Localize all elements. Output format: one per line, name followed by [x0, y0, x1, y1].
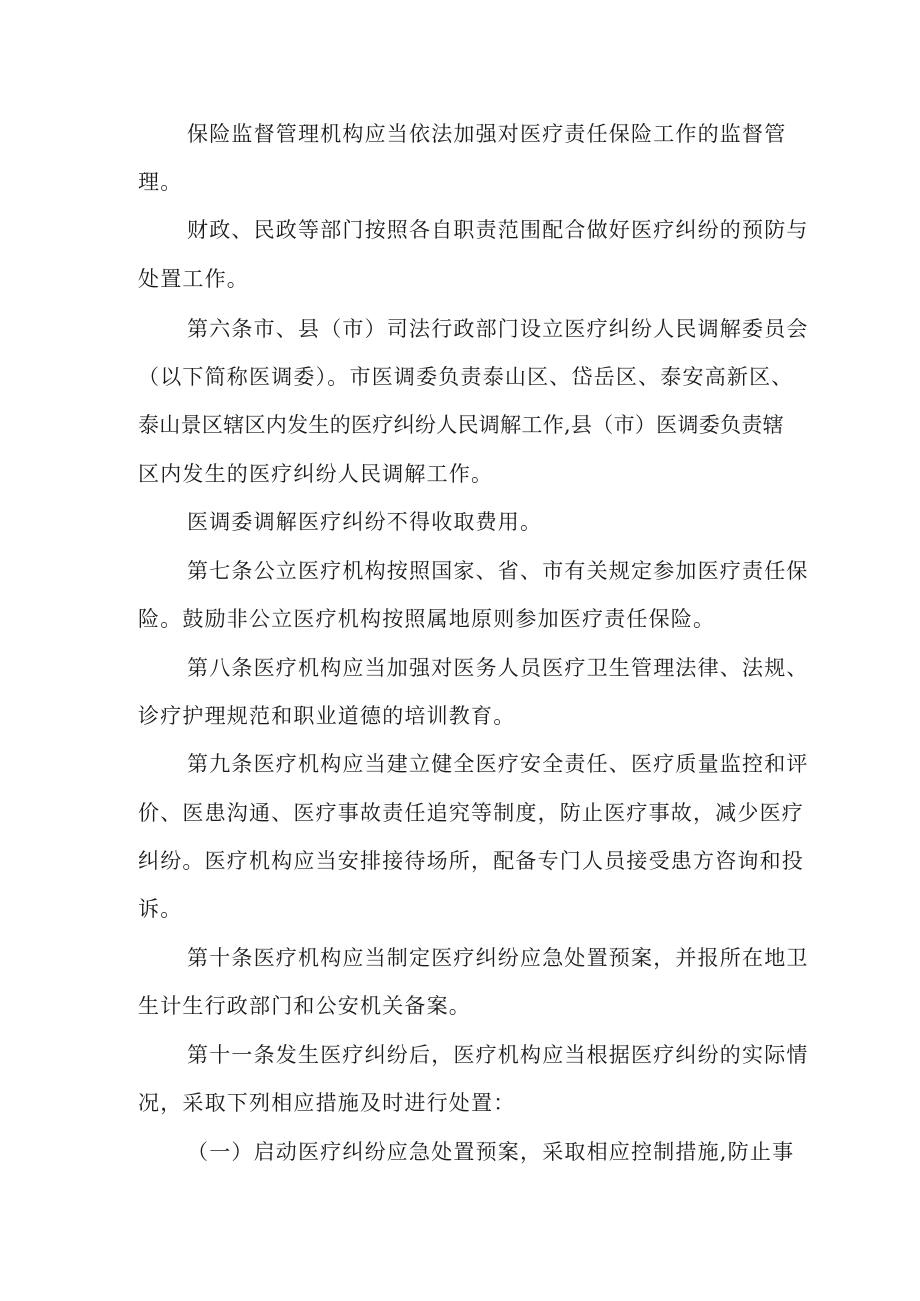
text-line: （一）启动医疗纠纷应急处置预案，采取相应控制措施,防止事	[187, 1140, 795, 1164]
text-line: 诊疗护理规范和职业道德的培训教育。	[138, 704, 516, 728]
text-line: 第九条医疗机构应当建立健全医疗安全责任、医疗质量监控和评	[187, 752, 809, 776]
text-line: 医调委调解医疗纠纷不得收取费用。	[187, 510, 543, 534]
text-line: 生计生行政部门和公安机关备案。	[138, 994, 471, 1018]
text-line: 诉。	[138, 897, 183, 921]
text-line: 况，采取下列相应措施及时进行处置：	[138, 1091, 516, 1115]
text-line: 处置工作。	[138, 267, 249, 291]
text-line: 理。	[138, 170, 183, 194]
text-line: 第十条医疗机构应当制定医疗纠纷应急处置预案，并报所在地卫	[187, 946, 809, 970]
text-line: 价、医患沟通、医疗事故责任追究等制度，防止医疗事故，减少医疗	[138, 801, 804, 825]
text-line: 险。鼓励非公立医疗机构按照属地原则参加医疗责任保险。	[138, 607, 716, 631]
text-line: 第六条市、县（市）司法行政部门设立医疗纠纷人民调解委员会	[187, 317, 809, 341]
text-line: 第八条医疗机构应当加强对医务人员医疗卫生管理法律、法规、	[187, 656, 809, 680]
text-line: 财政、民政等部门按照各自职责范围配合做好医疗纠纷的预防与	[187, 218, 809, 242]
text-line: 第十一条发生医疗纠纷后，医疗机构应当根据医疗纠纷的实际情	[187, 1043, 809, 1067]
text-line: 保险监督管理机构应当依法加强对医疗责任保险工作的监督管	[187, 122, 787, 146]
text-line: 区内发生的医疗纠纷人民调解工作。	[138, 462, 494, 486]
text-line: 第七条公立医疗机构按照国家、省、市有关规定参加医疗责任保	[187, 559, 809, 583]
text-line: 泰山景区辖区内发生的医疗纠纷人民调解工作,县（市）医调委负责辖	[138, 413, 784, 437]
text-line: 纠纷。医疗机构应当安排接待场所，配备专门人员接受患方咨询和投	[138, 849, 804, 873]
text-line: （以下简称医调委）。市医调委负责泰山区、岱岳区、泰安高新区、	[138, 365, 794, 389]
